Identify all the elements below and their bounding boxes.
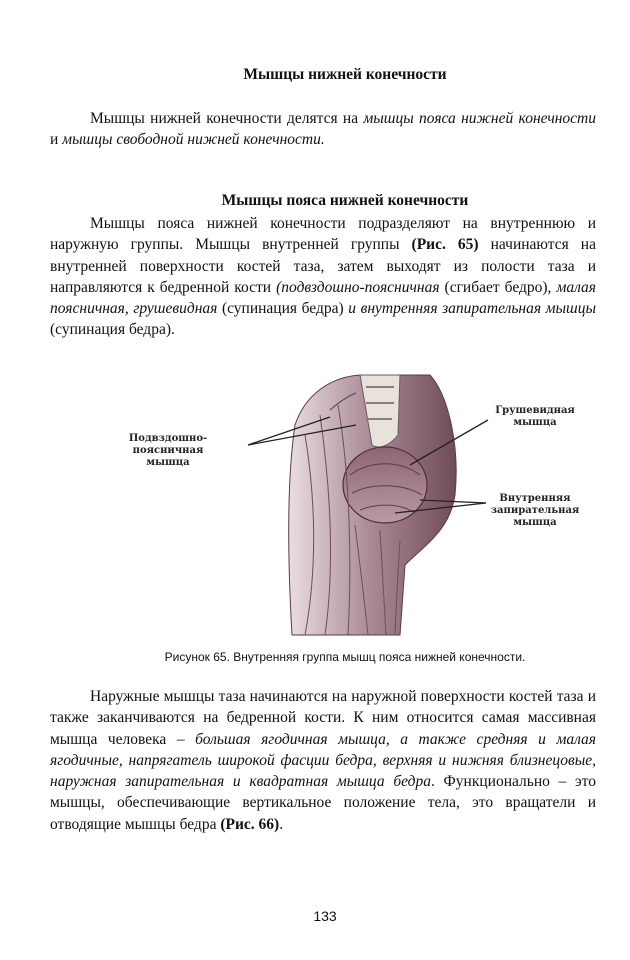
italic-run: мышцы пояса нижней конечности — [363, 110, 596, 127]
text-run: (супинация бедра) — [217, 300, 349, 318]
figure-reference: (Рис. 65) — [411, 236, 479, 254]
outer-muscles-paragraph — [50, 686, 596, 835]
italic-run: (подвздошно-поясничная — [276, 278, 440, 296]
anatomy-figure — [0, 365, 630, 645]
text-run: (сгибает бедро), — [439, 278, 557, 296]
section-paragraph — [50, 213, 596, 341]
italic-run: малая поясничная, грушевидная — [50, 278, 596, 318]
figure-reference: (Рис. 66) — [220, 815, 280, 833]
intro-paragraph — [50, 108, 596, 151]
label-iliopsoas — [98, 433, 238, 469]
label-piriformis — [490, 405, 580, 429]
text-run: начинаются на внутренней поверхности костей таза, затем выходят из полости таза и направляются к бедренной кости — [50, 236, 596, 296]
text-run: Наружные мышцы таза начинаются на наружной поверхности костей таза и также заканчиваются на бедренной кости. К ним относится самая массивная мышца человека – — [50, 688, 596, 748]
italic-run: большая ягодичная мышца, а также средняя и малая ягодичные, напрягатель широкой фасции бедра, верхняя и нижняя близнецовые, наружная запирательная и квадратная мышца бедра — [50, 730, 596, 791]
text-run: (супинация бедра). — [50, 321, 175, 339]
page-number: 133 — [313, 908, 337, 924]
label-line: мышца — [146, 457, 190, 468]
label-line: Подвздошно-поясничная — [128, 433, 208, 456]
text-run: . — [279, 815, 284, 833]
label-obturator-internus — [490, 493, 580, 529]
text-run: . Функционально – это мышцы, обеспечивающие вертикальное положение тела, это вращатели и отводящие мышцы бедра — [50, 773, 596, 833]
text-run: Мышцы пояса нижней конечности подразделяют на внутреннюю и наружную группы. Мышцы внутренней группы — [50, 215, 596, 254]
italic-run: и внутренняя запирательная мышцы — [348, 300, 596, 318]
label-line: Грушевидная — [495, 405, 575, 416]
page-title: Мышцы нижней конечности — [243, 66, 447, 83]
section-heading: Мышцы пояса нижней конечности — [221, 192, 469, 209]
figure-caption: Рисунок 65. Внутренняя группа мышц пояса нижней конечности. — [164, 650, 526, 664]
label-line: мышца — [513, 517, 557, 528]
text-run: Мышцы нижней конечности делятся на — [90, 110, 364, 127]
label-line: Внутренняя — [499, 493, 571, 504]
text-run: и — [50, 131, 63, 149]
label-line: мышца — [513, 417, 557, 428]
label-line: запирательная — [490, 505, 580, 516]
italic-run: мышцы свободной нижней конечности. — [62, 131, 325, 149]
